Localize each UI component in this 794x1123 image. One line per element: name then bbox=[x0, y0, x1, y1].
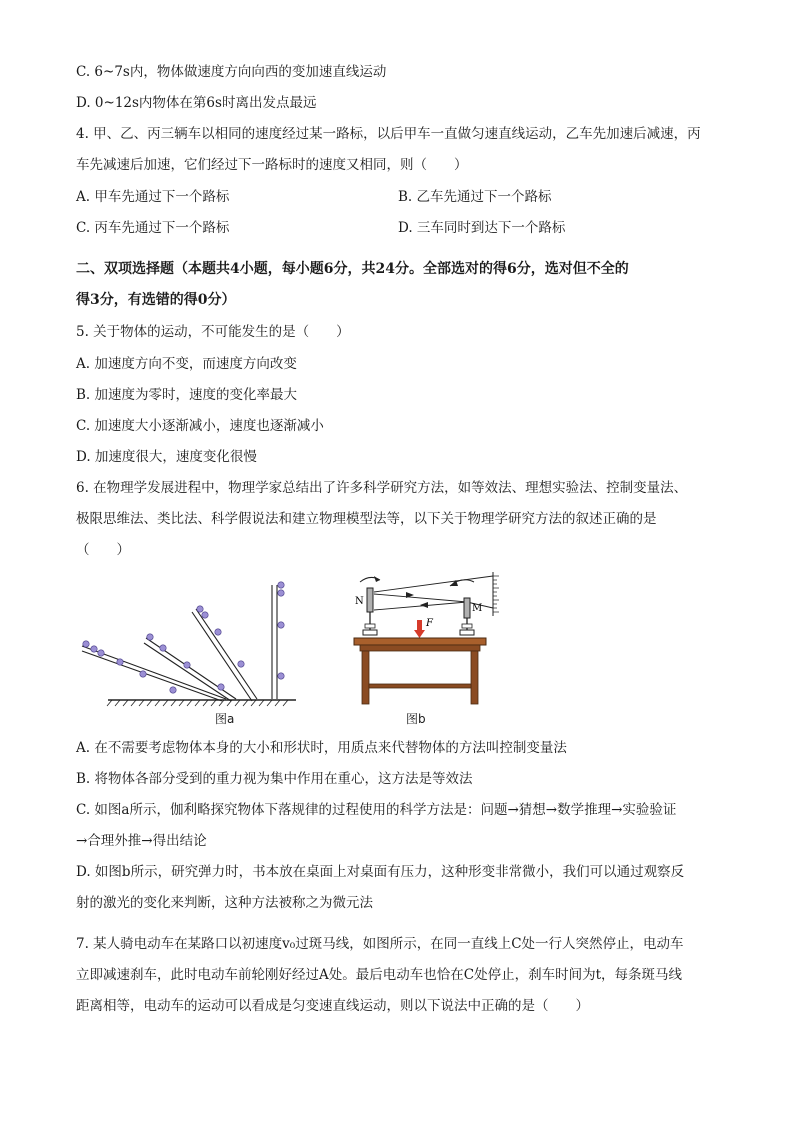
label-f: F bbox=[426, 618, 433, 629]
q4-option-d: D. 三车同时到达下一个路标 bbox=[398, 220, 566, 236]
q6-option-c-line2: →合理外推→得出结论 bbox=[76, 833, 207, 849]
label-m: M bbox=[472, 603, 483, 614]
q6-option-d-line1: D. 如图b所示，研究弹力时，书本放在桌面上对桌面有压力，这种形变非常微小，我们可以通过观察反 bbox=[76, 864, 685, 880]
q6-stem-line2: 极限思维法、类比法、科学假说法和建立物理模型法等，以下关于物理学研究方法的叙述正确的是 bbox=[76, 511, 657, 527]
figure-b-laser-table bbox=[340, 568, 510, 708]
q7-stem-line2: 立即减速刹车，此时电动车前轮刚好经过A处。最后电动车也恰在C处停止，刹车时间为t，每条斑马线 bbox=[76, 967, 683, 983]
q6-option-c-line1: C. 如图a所示，伽利略探究物体下落规律的过程使用的科学方法是：问题→猜想→数学推理→实验验证 bbox=[76, 802, 677, 818]
q7-stem-line1: 7. 某人骑电动车在某路口以初速度v₀过斑马线，如图所示，在同一直线上C处一行人突然停止，电动车 bbox=[76, 936, 684, 952]
q4-stem-line1: 4. 甲、乙、丙三辆车以相同的速度经过某一路标，以后甲车一直做匀速直线运动，乙车先加速后减速，丙 bbox=[76, 126, 701, 142]
q5-option-d: D. 加速度很大，速度变化很慢 bbox=[76, 449, 257, 465]
label-n: N bbox=[355, 596, 364, 607]
q5-stem: 5. 关于物体的运动，不可能发生的是（ ） bbox=[76, 324, 350, 340]
q3-option-c: C. 6~7s内，物体做速度方向向西的变加速直线运动 bbox=[76, 64, 387, 80]
figure-b-caption: 图b bbox=[406, 712, 426, 726]
q4-option-a: A. 甲车先通过下一个路标 bbox=[76, 189, 230, 205]
section2-heading-line1: 二、双项选择题（本题共4小题，每小题6分，共24分。全部选对的得6分，选对但不全的 bbox=[76, 261, 629, 277]
figure-a-caption: 图a bbox=[215, 712, 235, 726]
q6-option-a: A. 在不需要考虑物体本身的大小和形状时，用质点来代替物体的方法叫控制变量法 bbox=[76, 740, 567, 756]
figure-a-inclined-planes bbox=[76, 575, 298, 715]
q6-stem-line3: （ ） bbox=[76, 542, 130, 558]
q4-option-b: B. 乙车先通过下一个路标 bbox=[398, 189, 552, 205]
q4-stem-line2: 车先减速后加速，它们经过下一路标时的速度又相同，则（ ） bbox=[76, 157, 468, 173]
q3-option-d: D. 0~12s内物体在第6s时离出发点最远 bbox=[76, 95, 317, 111]
q4-option-c: C. 丙车先通过下一个路标 bbox=[76, 220, 230, 236]
q5-option-b: B. 加速度为零时，速度的变化率最大 bbox=[76, 387, 298, 403]
q6-stem-line1: 6. 在物理学发展进程中，物理学家总结出了许多科学研究方法，如等效法、理想实验法、控制变量法、 bbox=[76, 480, 688, 496]
q6-option-b: B. 将物体各部分受到的重力视为集中作用在重心，这方法是等效法 bbox=[76, 771, 473, 787]
q6-option-d-line2: 射的激光的变化来判断，这种方法被称之为微元法 bbox=[76, 895, 373, 911]
q5-option-a: A. 加速度方向不变，而速度方向改变 bbox=[76, 356, 297, 372]
section2-heading-line2: 得3分，有选错的得0分） bbox=[76, 292, 236, 308]
q7-stem-line3: 距离相等，电动车的运动可以看成是匀变速直线运动，则以下说法中正确的是（ ） bbox=[76, 998, 589, 1014]
q5-option-c: C. 加速度大小逐渐减小，速度也逐渐减小 bbox=[76, 418, 324, 434]
